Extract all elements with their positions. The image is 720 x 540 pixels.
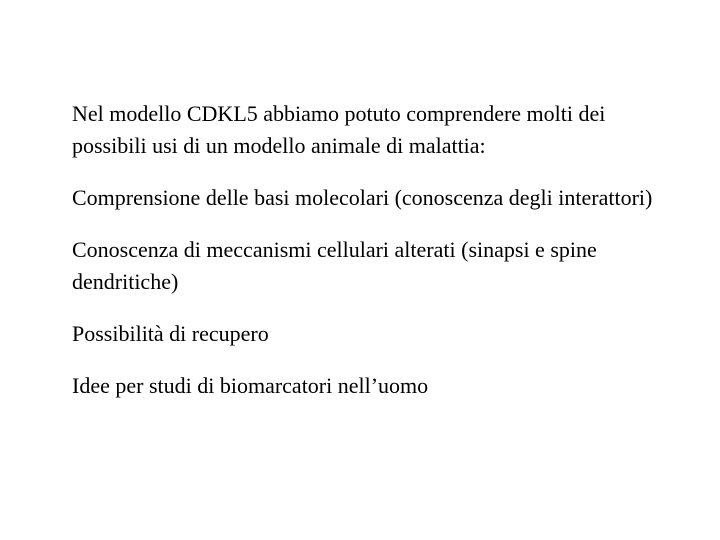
point-biomarkers: Idee per studi di biomarcatori nell’uomo bbox=[72, 373, 429, 398]
point-recovery: Possibilità di recupero bbox=[72, 321, 269, 346]
slide-body bbox=[72, 98, 672, 422]
intro-paragraph: Nel modello CDKL5 abbiamo potuto comprendere molti dei possibili usi di un modello animale di malattia: bbox=[72, 101, 606, 158]
point-molecular-bases: Comprensione delle basi molecolari (conoscenza degli interattori) bbox=[72, 185, 653, 210]
point-cellular-mechanisms: Conoscenza di meccanismi cellulari alterati (sinapsi e spine dendritiche) bbox=[72, 237, 597, 294]
